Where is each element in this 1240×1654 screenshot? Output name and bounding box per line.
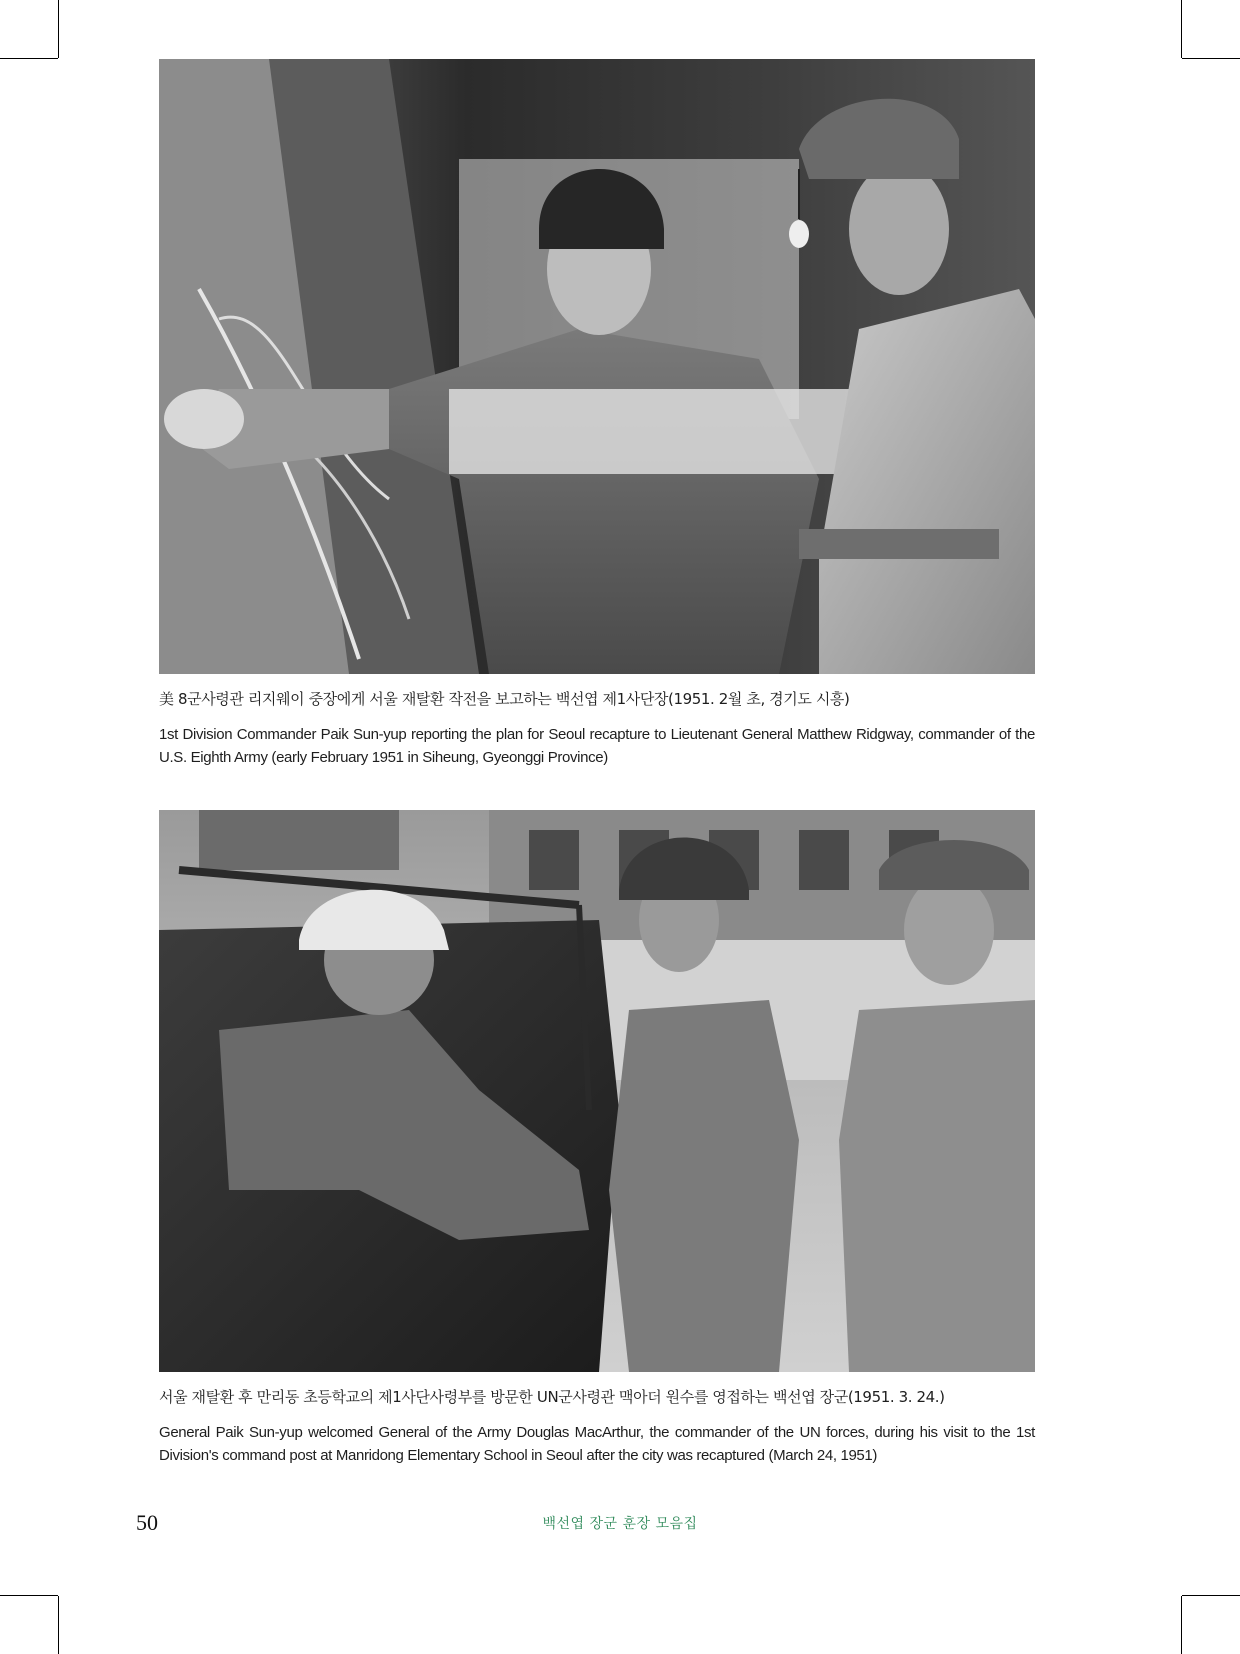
page-number: 50: [136, 1510, 158, 1535]
crop-mark: [58, 0, 59, 58]
crop-mark: [58, 1596, 59, 1654]
photo-macarthur-visit: [159, 810, 1035, 1372]
crop-mark: [1182, 58, 1240, 59]
running-title: 백선엽 장군 훈장 모음집: [542, 1516, 698, 1532]
photo-caption-english: 1st Division Commander Paik Sun-yup reporting the plan for Seoul recapture to Lieutenant General Matthew Ridgway, commander of the U.S. Eighth Army (early February 1951 in Siheung, Gyeonggi Province): [159, 726, 1035, 766]
crop-mark: [1181, 0, 1182, 58]
crop-mark: [1182, 1595, 1240, 1596]
crop-mark: [0, 58, 58, 59]
photo-caption-english: General Paik Sun-yup welcomed General of the Army Douglas MacArthur, the commander of the UN forces, during his visit to the 1st Division's command post at Manridong Elementary School in Seoul after the city was recaptured (March 24, 1951): [159, 1424, 1035, 1464]
crop-mark: [0, 1595, 58, 1596]
crop-mark: [1181, 1596, 1182, 1654]
photo-briefing: [159, 59, 1035, 674]
photo-caption-korean: 美 8군사령관 리지웨이 중장에게 서울 재탈환 작전을 보고하는 백선엽 제1사단장(1951. 2월 초, 경기도 시흥): [159, 690, 850, 708]
photo-caption-korean: 서울 재탈환 후 만리동 초등학교의 제1사단사령부를 방문한 UN군사령관 맥아더 원수를 영접하는 백선엽 장군(1951. 3. 24.): [159, 1388, 945, 1406]
